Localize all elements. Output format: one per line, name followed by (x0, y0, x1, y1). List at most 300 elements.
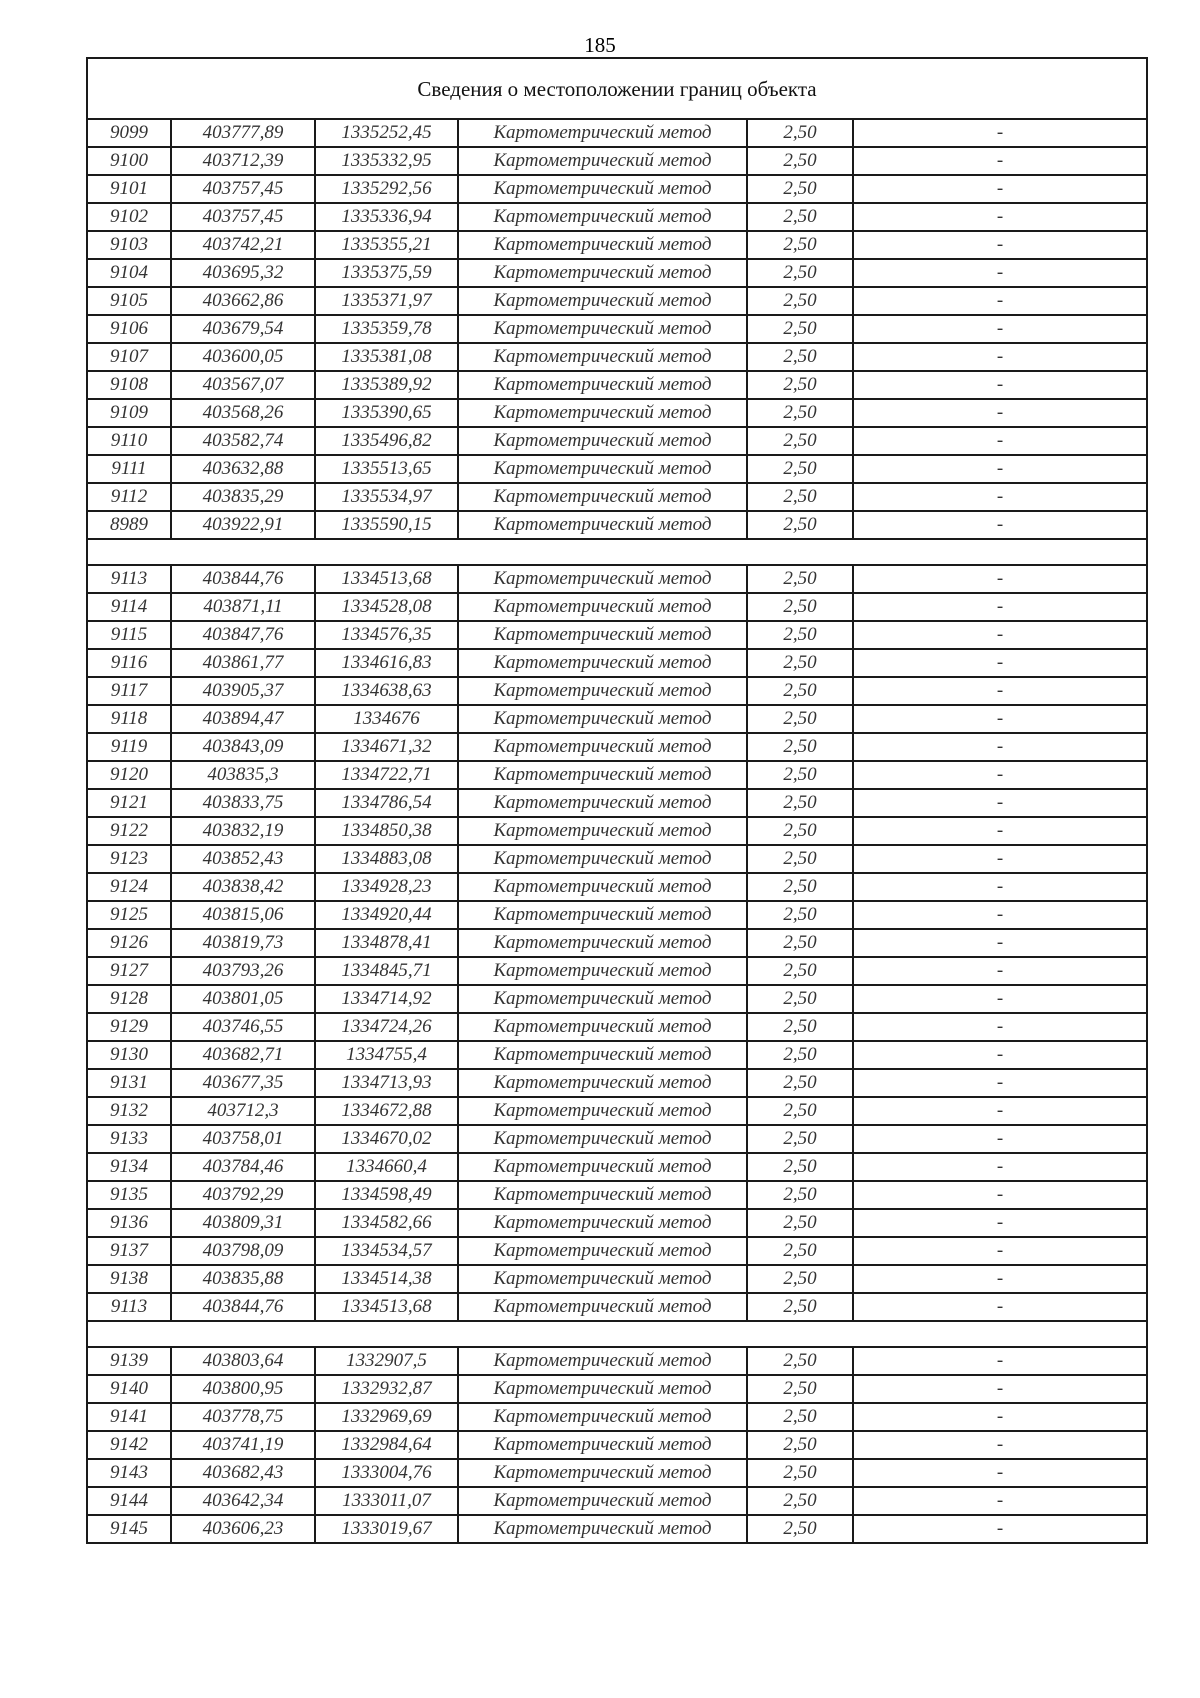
method-cell: Картометрический метод (458, 1237, 747, 1265)
y-coordinate-cell: 1334786,54 (315, 789, 458, 817)
point-number-cell: 9113 (87, 1293, 171, 1321)
description-cell: - (853, 1515, 1147, 1543)
point-number-cell: 9133 (87, 1125, 171, 1153)
method-cell: Картометрический метод (458, 649, 747, 677)
accuracy-cell: 2,50 (747, 985, 853, 1013)
accuracy-cell: 2,50 (747, 677, 853, 705)
method-cell: Картометрический метод (458, 677, 747, 705)
method-cell: Картометрический метод (458, 1375, 747, 1403)
description-cell: - (853, 1209, 1147, 1237)
description-cell: - (853, 985, 1147, 1013)
x-coordinate-cell: 403798,09 (171, 1237, 315, 1265)
x-coordinate-cell: 403677,35 (171, 1069, 315, 1097)
description-cell: - (853, 483, 1147, 511)
x-coordinate-cell: 403819,73 (171, 929, 315, 957)
y-coordinate-cell: 1332907,5 (315, 1347, 458, 1375)
table-row (87, 649, 1147, 677)
x-coordinate-cell: 403758,01 (171, 1125, 315, 1153)
method-cell: Картометрический метод (458, 147, 747, 175)
y-coordinate-cell: 1332984,64 (315, 1431, 458, 1459)
method-cell: Картометрический метод (458, 733, 747, 761)
method-cell: Картометрический метод (458, 845, 747, 873)
description-cell: - (853, 287, 1147, 315)
point-number-cell: 9120 (87, 761, 171, 789)
method-cell: Картометрический метод (458, 593, 747, 621)
x-coordinate-cell: 403833,75 (171, 789, 315, 817)
accuracy-cell: 2,50 (747, 621, 853, 649)
accuracy-cell: 2,50 (747, 1431, 853, 1459)
table-row (87, 1293, 1147, 1321)
x-coordinate-cell: 403800,95 (171, 1375, 315, 1403)
description-cell: - (853, 1265, 1147, 1293)
page-number: 185 (584, 33, 616, 57)
point-number-cell: 9145 (87, 1515, 171, 1543)
method-cell: Картометрический метод (458, 1293, 747, 1321)
x-coordinate-cell: 403746,55 (171, 1013, 315, 1041)
x-coordinate-cell: 403568,26 (171, 399, 315, 427)
x-coordinate-cell: 403922,91 (171, 511, 315, 539)
table-row (87, 817, 1147, 845)
y-coordinate-cell: 1333011,07 (315, 1487, 458, 1515)
y-coordinate-cell: 1332969,69 (315, 1403, 458, 1431)
y-coordinate-cell: 1334850,38 (315, 817, 458, 845)
y-coordinate-cell: 1335292,56 (315, 175, 458, 203)
point-number-cell: 9138 (87, 1265, 171, 1293)
description-cell: - (853, 733, 1147, 761)
point-number-cell: 9127 (87, 957, 171, 985)
point-number-cell: 9105 (87, 287, 171, 315)
accuracy-cell: 2,50 (747, 511, 853, 539)
accuracy-cell: 2,50 (747, 119, 853, 147)
table-row (87, 565, 1147, 593)
description-cell: - (853, 399, 1147, 427)
accuracy-cell: 2,50 (747, 1013, 853, 1041)
point-number-cell: 9109 (87, 399, 171, 427)
method-cell: Картометрический метод (458, 287, 747, 315)
point-number-cell: 9143 (87, 1459, 171, 1487)
y-coordinate-cell: 1334928,23 (315, 873, 458, 901)
point-number-cell: 9101 (87, 175, 171, 203)
table-row (87, 1125, 1147, 1153)
point-number-cell: 9119 (87, 733, 171, 761)
accuracy-cell: 2,50 (747, 427, 853, 455)
accuracy-cell: 2,50 (747, 929, 853, 957)
point-number-cell: 9102 (87, 203, 171, 231)
description-cell: - (853, 455, 1147, 483)
accuracy-cell: 2,50 (747, 287, 853, 315)
accuracy-cell: 2,50 (747, 371, 853, 399)
accuracy-cell: 2,50 (747, 231, 853, 259)
table-title: Сведения о местоположении границ объекта (87, 58, 1147, 119)
x-coordinate-cell: 403894,47 (171, 705, 315, 733)
x-coordinate-cell: 403844,76 (171, 1293, 315, 1321)
y-coordinate-cell: 1334883,08 (315, 845, 458, 873)
y-coordinate-cell: 1334638,63 (315, 677, 458, 705)
method-cell: Картометрический метод (458, 1097, 747, 1125)
description-cell: - (853, 1347, 1147, 1375)
y-coordinate-cell: 1335381,08 (315, 343, 458, 371)
description-cell: - (853, 845, 1147, 873)
x-coordinate-cell: 403784,46 (171, 1153, 315, 1181)
table-row (87, 1041, 1147, 1069)
table-row (87, 259, 1147, 287)
table-row (87, 343, 1147, 371)
method-cell: Картометрический метод (458, 483, 747, 511)
description-cell: - (853, 175, 1147, 203)
description-cell: - (853, 1293, 1147, 1321)
accuracy-cell: 2,50 (747, 649, 853, 677)
method-cell: Картометрический метод (458, 1403, 747, 1431)
y-coordinate-cell: 1335336,94 (315, 203, 458, 231)
description-cell: - (853, 873, 1147, 901)
point-number-cell: 9135 (87, 1181, 171, 1209)
description-cell: - (853, 649, 1147, 677)
x-coordinate-cell: 403809,31 (171, 1209, 315, 1237)
point-number-cell: 9116 (87, 649, 171, 677)
point-number-cell: 9113 (87, 565, 171, 593)
method-cell: Картометрический метод (458, 1013, 747, 1041)
x-coordinate-cell: 403861,77 (171, 649, 315, 677)
y-coordinate-cell: 1334713,93 (315, 1069, 458, 1097)
table-row (87, 705, 1147, 733)
x-coordinate-cell: 403632,88 (171, 455, 315, 483)
table-row (87, 483, 1147, 511)
method-cell: Картометрический метод (458, 511, 747, 539)
table-row (87, 677, 1147, 705)
point-number-cell: 9118 (87, 705, 171, 733)
accuracy-cell: 2,50 (747, 761, 853, 789)
description-cell: - (853, 147, 1147, 175)
point-number-cell: 9126 (87, 929, 171, 957)
x-coordinate-cell: 403712,3 (171, 1097, 315, 1125)
table-row (87, 1237, 1147, 1265)
x-coordinate-cell: 403695,32 (171, 259, 315, 287)
y-coordinate-cell: 1334514,38 (315, 1265, 458, 1293)
y-coordinate-cell: 1334714,92 (315, 985, 458, 1013)
x-coordinate-cell: 403835,88 (171, 1265, 315, 1293)
method-cell: Картометрический метод (458, 957, 747, 985)
method-cell: Картометрический метод (458, 789, 747, 817)
y-coordinate-cell: 1334576,35 (315, 621, 458, 649)
x-coordinate-cell: 403741,19 (171, 1431, 315, 1459)
x-coordinate-cell: 403742,21 (171, 231, 315, 259)
table-row (87, 761, 1147, 789)
table-row (87, 1153, 1147, 1181)
method-cell: Картометрический метод (458, 873, 747, 901)
description-cell: - (853, 1403, 1147, 1431)
x-coordinate-cell: 403905,37 (171, 677, 315, 705)
table-row (87, 873, 1147, 901)
description-cell: - (853, 1013, 1147, 1041)
point-number-cell: 9117 (87, 677, 171, 705)
accuracy-cell: 2,50 (747, 1209, 853, 1237)
table-row (87, 1069, 1147, 1097)
x-coordinate-cell: 403662,86 (171, 287, 315, 315)
accuracy-cell: 2,50 (747, 1375, 853, 1403)
description-cell: - (853, 259, 1147, 287)
description-cell: - (853, 203, 1147, 231)
accuracy-cell: 2,50 (747, 817, 853, 845)
boundary-coordinates-table (86, 57, 1148, 1544)
y-coordinate-cell: 1334845,71 (315, 957, 458, 985)
method-cell: Картометрический метод (458, 343, 747, 371)
method-cell: Картометрический метод (458, 259, 747, 287)
description-cell: - (853, 427, 1147, 455)
y-coordinate-cell: 1334528,08 (315, 593, 458, 621)
accuracy-cell: 2,50 (747, 705, 853, 733)
description-cell: - (853, 315, 1147, 343)
y-coordinate-cell: 1334724,26 (315, 1013, 458, 1041)
y-coordinate-cell: 1333004,76 (315, 1459, 458, 1487)
method-cell: Картометрический метод (458, 901, 747, 929)
accuracy-cell: 2,50 (747, 1181, 853, 1209)
point-number-cell: 9108 (87, 371, 171, 399)
method-cell: Картометрический метод (458, 705, 747, 733)
y-coordinate-cell: 1332932,87 (315, 1375, 458, 1403)
table-row (87, 733, 1147, 761)
method-cell: Картометрический метод (458, 371, 747, 399)
table-body (87, 58, 1147, 1543)
point-number-cell: 9106 (87, 315, 171, 343)
table-row (87, 1487, 1147, 1515)
x-coordinate-cell: 403815,06 (171, 901, 315, 929)
point-number-cell: 9144 (87, 1487, 171, 1515)
x-coordinate-cell: 403600,05 (171, 343, 315, 371)
y-coordinate-cell: 1335375,59 (315, 259, 458, 287)
x-coordinate-cell: 403642,34 (171, 1487, 315, 1515)
table-row (87, 1209, 1147, 1237)
method-cell: Картометрический метод (458, 621, 747, 649)
y-coordinate-cell: 1333019,67 (315, 1515, 458, 1543)
y-coordinate-cell: 1335389,92 (315, 371, 458, 399)
x-coordinate-cell: 403682,71 (171, 1041, 315, 1069)
table-row (87, 789, 1147, 817)
y-coordinate-cell: 1334598,49 (315, 1181, 458, 1209)
y-coordinate-cell: 1334616,83 (315, 649, 458, 677)
y-coordinate-cell: 1335359,78 (315, 315, 458, 343)
x-coordinate-cell: 403835,3 (171, 761, 315, 789)
table-row (87, 315, 1147, 343)
table-row (87, 621, 1147, 649)
point-number-cell: 8989 (87, 511, 171, 539)
accuracy-cell: 2,50 (747, 1293, 853, 1321)
table-row (87, 203, 1147, 231)
group-separator-row (87, 1321, 1147, 1347)
table-row (87, 1459, 1147, 1487)
point-number-cell: 9130 (87, 1041, 171, 1069)
point-number-cell: 9129 (87, 1013, 171, 1041)
group-separator-cell (87, 539, 1147, 565)
point-number-cell: 9104 (87, 259, 171, 287)
table-row (87, 455, 1147, 483)
method-cell: Картометрический метод (458, 1125, 747, 1153)
point-number-cell: 9125 (87, 901, 171, 929)
table-row (87, 287, 1147, 315)
table-row (87, 845, 1147, 873)
method-cell: Картометрический метод (458, 455, 747, 483)
description-cell: - (853, 1459, 1147, 1487)
description-cell: - (853, 901, 1147, 929)
group-separator-cell (87, 1321, 1147, 1347)
description-cell: - (853, 343, 1147, 371)
table-row (87, 371, 1147, 399)
point-number-cell: 9142 (87, 1431, 171, 1459)
method-cell: Картометрический метод (458, 929, 747, 957)
table-row (87, 1375, 1147, 1403)
accuracy-cell: 2,50 (747, 1403, 853, 1431)
method-cell: Картометрический метод (458, 1487, 747, 1515)
point-number-cell: 9141 (87, 1403, 171, 1431)
accuracy-cell: 2,50 (747, 1265, 853, 1293)
accuracy-cell: 2,50 (747, 259, 853, 287)
accuracy-cell: 2,50 (747, 1487, 853, 1515)
method-cell: Картометрический метод (458, 1041, 747, 1069)
point-number-cell: 9114 (87, 593, 171, 621)
x-coordinate-cell: 403838,42 (171, 873, 315, 901)
x-coordinate-cell: 403801,05 (171, 985, 315, 1013)
point-number-cell: 9112 (87, 483, 171, 511)
description-cell: - (853, 929, 1147, 957)
y-coordinate-cell: 1335371,97 (315, 287, 458, 315)
y-coordinate-cell: 1334878,41 (315, 929, 458, 957)
table-row (87, 1097, 1147, 1125)
x-coordinate-cell: 403582,74 (171, 427, 315, 455)
method-cell: Картометрический метод (458, 119, 747, 147)
accuracy-cell: 2,50 (747, 315, 853, 343)
description-cell: - (853, 1487, 1147, 1515)
point-number-cell: 9121 (87, 789, 171, 817)
accuracy-cell: 2,50 (747, 1459, 853, 1487)
description-cell: - (853, 1041, 1147, 1069)
accuracy-cell: 2,50 (747, 1515, 853, 1543)
x-coordinate-cell: 403712,39 (171, 147, 315, 175)
description-cell: - (853, 761, 1147, 789)
method-cell: Картометрический метод (458, 1069, 747, 1097)
y-coordinate-cell: 1335332,95 (315, 147, 458, 175)
method-cell: Картометрический метод (458, 761, 747, 789)
description-cell: - (853, 371, 1147, 399)
table-row (87, 1347, 1147, 1375)
method-cell: Картометрический метод (458, 175, 747, 203)
method-cell: Картометрический метод (458, 399, 747, 427)
x-coordinate-cell: 403843,09 (171, 733, 315, 761)
accuracy-cell: 2,50 (747, 399, 853, 427)
point-number-cell: 9099 (87, 119, 171, 147)
method-cell: Картометрический метод (458, 315, 747, 343)
table-row (87, 929, 1147, 957)
method-cell: Картометрический метод (458, 1153, 747, 1181)
method-cell: Картометрический метод (458, 817, 747, 845)
x-coordinate-cell: 403679,54 (171, 315, 315, 343)
table-row (87, 175, 1147, 203)
accuracy-cell: 2,50 (747, 483, 853, 511)
description-cell: - (853, 231, 1147, 259)
accuracy-cell: 2,50 (747, 1097, 853, 1125)
accuracy-cell: 2,50 (747, 1347, 853, 1375)
y-coordinate-cell: 1334755,4 (315, 1041, 458, 1069)
point-number-cell: 9123 (87, 845, 171, 873)
method-cell: Картометрический метод (458, 1431, 747, 1459)
description-cell: - (853, 1431, 1147, 1459)
group-separator-row (87, 539, 1147, 565)
x-coordinate-cell: 403852,43 (171, 845, 315, 873)
x-coordinate-cell: 403777,89 (171, 119, 315, 147)
point-number-cell: 9139 (87, 1347, 171, 1375)
accuracy-cell: 2,50 (747, 845, 853, 873)
method-cell: Картометрический метод (458, 427, 747, 455)
description-cell: - (853, 1181, 1147, 1209)
description-cell: - (853, 1097, 1147, 1125)
y-coordinate-cell: 1334722,71 (315, 761, 458, 789)
description-cell: - (853, 817, 1147, 845)
description-cell: - (853, 119, 1147, 147)
y-coordinate-cell: 1335496,82 (315, 427, 458, 455)
y-coordinate-cell: 1334676 (315, 705, 458, 733)
description-cell: - (853, 621, 1147, 649)
x-coordinate-cell: 403567,07 (171, 371, 315, 399)
point-number-cell: 9110 (87, 427, 171, 455)
method-cell: Картометрический метод (458, 1209, 747, 1237)
x-coordinate-cell: 403606,23 (171, 1515, 315, 1543)
point-number-cell: 9115 (87, 621, 171, 649)
accuracy-cell: 2,50 (747, 175, 853, 203)
description-cell: - (853, 789, 1147, 817)
point-number-cell: 9131 (87, 1069, 171, 1097)
description-cell: - (853, 593, 1147, 621)
point-number-cell: 9100 (87, 147, 171, 175)
x-coordinate-cell: 403778,75 (171, 1403, 315, 1431)
accuracy-cell: 2,50 (747, 789, 853, 817)
table-title-row (87, 58, 1147, 119)
table-row (87, 901, 1147, 929)
point-number-cell: 9128 (87, 985, 171, 1013)
point-number-cell: 9136 (87, 1209, 171, 1237)
x-coordinate-cell: 403832,19 (171, 817, 315, 845)
accuracy-cell: 2,50 (747, 901, 853, 929)
description-cell: - (853, 511, 1147, 539)
table-row (87, 147, 1147, 175)
table-row (87, 985, 1147, 1013)
point-number-cell: 9137 (87, 1237, 171, 1265)
description-cell: - (853, 1125, 1147, 1153)
description-cell: - (853, 705, 1147, 733)
accuracy-cell: 2,50 (747, 565, 853, 593)
point-number-cell: 9140 (87, 1375, 171, 1403)
point-number-cell: 9132 (87, 1097, 171, 1125)
accuracy-cell: 2,50 (747, 593, 853, 621)
x-coordinate-cell: 403682,43 (171, 1459, 315, 1487)
method-cell: Картометрический метод (458, 1347, 747, 1375)
table-row (87, 593, 1147, 621)
point-number-cell: 9124 (87, 873, 171, 901)
point-number-cell: 9103 (87, 231, 171, 259)
y-coordinate-cell: 1334534,57 (315, 1237, 458, 1265)
y-coordinate-cell: 1334671,32 (315, 733, 458, 761)
table-row (87, 1181, 1147, 1209)
y-coordinate-cell: 1335534,97 (315, 483, 458, 511)
description-cell: - (853, 565, 1147, 593)
y-coordinate-cell: 1334670,02 (315, 1125, 458, 1153)
x-coordinate-cell: 403792,29 (171, 1181, 315, 1209)
y-coordinate-cell: 1335390,65 (315, 399, 458, 427)
x-coordinate-cell: 403847,76 (171, 621, 315, 649)
accuracy-cell: 2,50 (747, 733, 853, 761)
method-cell: Картометрический метод (458, 231, 747, 259)
y-coordinate-cell: 1335355,21 (315, 231, 458, 259)
point-number-cell: 9134 (87, 1153, 171, 1181)
y-coordinate-cell: 1335513,65 (315, 455, 458, 483)
accuracy-cell: 2,50 (747, 873, 853, 901)
